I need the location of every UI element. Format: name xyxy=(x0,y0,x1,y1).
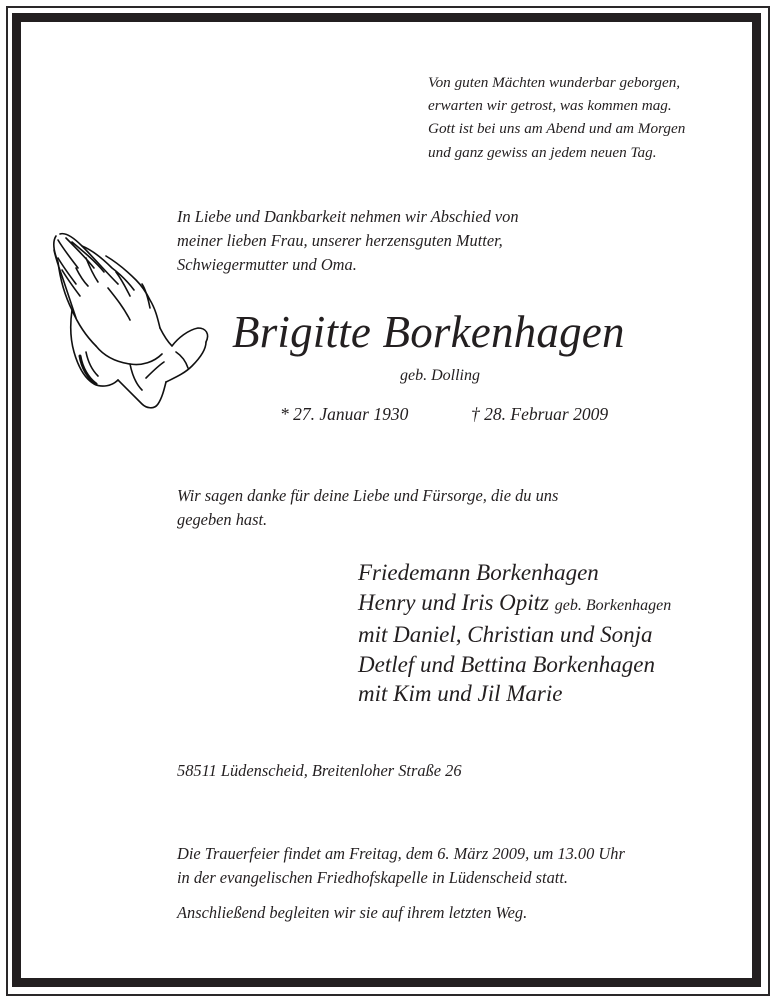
family-name: Detlef und Bettina Borkenhagen xyxy=(358,651,656,677)
birth-date: * 27. Januar 1930 xyxy=(280,404,409,424)
deceased-name: Brigitte Borkenhagen xyxy=(232,307,625,357)
intro-line: meiner lieben Frau, unserer herzensguten Mutter, xyxy=(177,231,503,250)
service-line: Die Trauerfeier findet am Freitag, dem 6. März 2009, um 13.00 Uhr xyxy=(177,844,625,863)
intro-line: In Liebe und Dankbarkeit nehmen wir Abschied von xyxy=(177,207,519,226)
praying-hands-icon xyxy=(46,228,212,412)
thanks-line: Wir sagen danke für deine Liebe und Fürsorge, die du uns xyxy=(177,486,559,505)
motto-line: erwarten wir getrost, was kommen mag. xyxy=(428,97,672,115)
motto-line: Von guten Mächten wunderbar geborgen, xyxy=(428,74,681,91)
thanks-line: gegeben hast. xyxy=(177,510,268,529)
family-address: 58511 Lüdenscheid, Breitenloher Straße 26 xyxy=(177,761,462,780)
family-line xyxy=(358,588,671,621)
motto-line: Gott ist bei uns am Abend und am Morgen xyxy=(428,120,686,138)
intro-line: Schwiegermutter und Oma. xyxy=(177,255,357,274)
maiden-name: geb. Dolling xyxy=(400,367,480,384)
family-name: mit Daniel, Christian und Sonja xyxy=(358,622,653,647)
funeral-service-info xyxy=(177,842,625,890)
family-name: mit Kim und Jil Marie xyxy=(358,681,563,706)
death-date: † 28. Februar 2009 xyxy=(471,404,609,424)
family-line xyxy=(358,679,671,709)
family-name: Friedemann Borkenhagen xyxy=(358,560,599,585)
family-name: Henry und Iris Opitz xyxy=(358,589,550,615)
service-line: in der evangelischen Friedhofskapelle in Lüdenscheid statt. xyxy=(177,868,569,887)
closing-text: Anschließend begleiten wir sie auf ihrem letzten Weg. xyxy=(177,903,528,922)
motto-line: und ganz gewiss an jedem neuen Tag. xyxy=(428,143,657,161)
family-name-note: geb. Borkenhagen xyxy=(554,596,672,614)
thanks-text xyxy=(177,484,558,532)
family-line xyxy=(358,558,671,588)
motto-verse xyxy=(428,71,685,164)
family-signatures xyxy=(358,558,671,709)
family-line xyxy=(358,650,671,680)
family-line xyxy=(358,620,671,650)
intro-text xyxy=(177,205,519,277)
